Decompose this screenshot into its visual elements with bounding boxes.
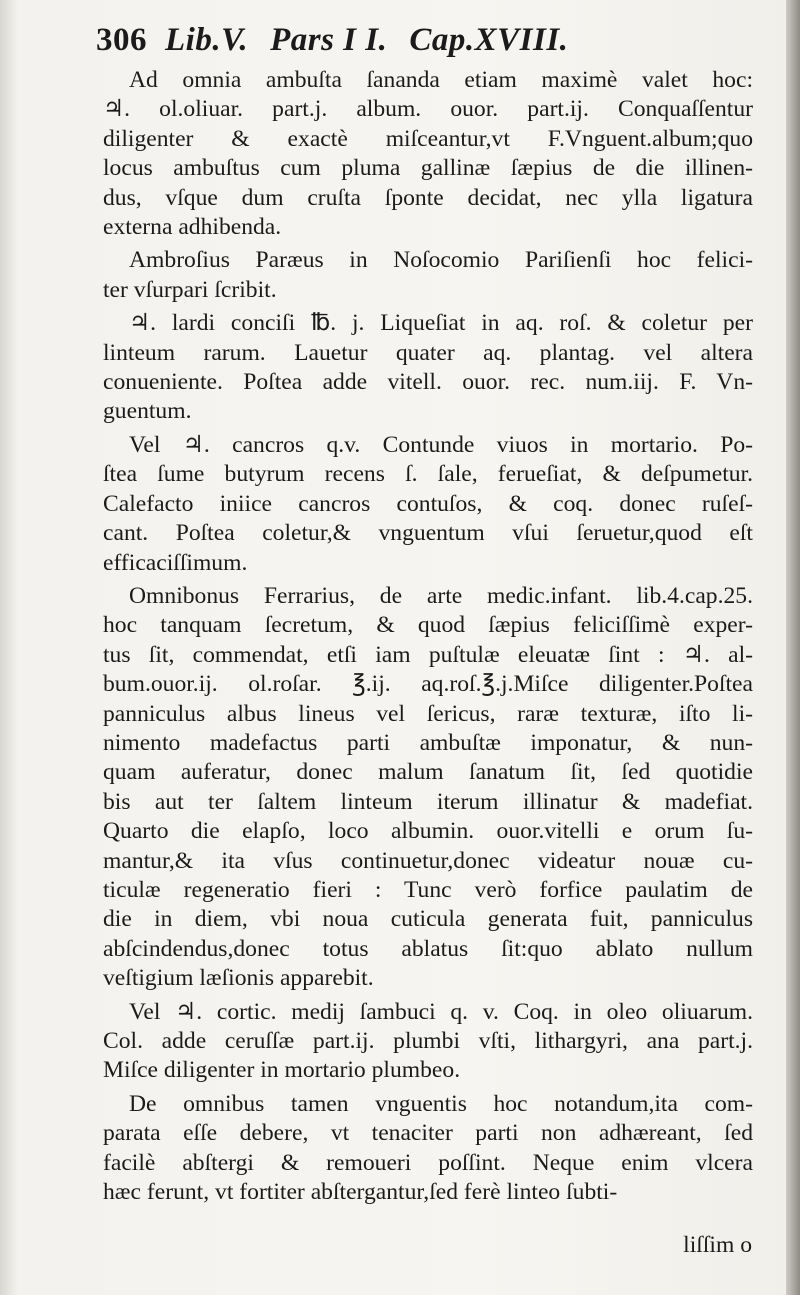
text-line: bum.ouor.ij. ol.roſar. ℥.ij. aq.roſ.℥.j.Miſce diligenter.Poſtea <box>103 671 753 698</box>
text-line: Omnibonus Ferrarius, de arte medic.infant. lib.4.cap.25. <box>129 582 753 609</box>
page-number: 306 <box>96 22 147 58</box>
text-line: Vel ♃. cancros q.v. Contunde viuos in mortario. Po- <box>129 431 753 458</box>
text-line: dus, vſque dum cruſta ſponte decidat, nec ylla ligatura <box>103 184 753 211</box>
text-line: locus ambuſtus cum pluma gallinæ ſæpius de die illinen- <box>103 155 753 182</box>
text-line: mantur,& ita vſus continuetur,donec videatur nouæ cu- <box>103 847 753 874</box>
paragraph-p7 <box>103 1090 753 1208</box>
running-head <box>96 22 590 59</box>
paragraph-p6 <box>103 998 753 1086</box>
text-line: ♃. lardi conciſi ℔. j. Liqueſiat in aq. roſ. & coletur per <box>129 310 753 337</box>
chapter-label: Cap.XVIII. <box>409 22 569 58</box>
text-line: facilè abſtergi & remoueri poſſint. Neque enim vlcera <box>103 1149 753 1176</box>
text-line: abſcindendus,donec totus ablatus ſit:quo ablato nullum <box>103 935 753 962</box>
paragraph-p4 <box>103 431 753 578</box>
text-line: conueniente. Poſtea adde vitell. ouor. rec. num.iij. F. Vn- <box>103 369 753 396</box>
page-body <box>103 66 753 1211</box>
text-line: parata eſſe debere, vt tenaciter parti non adhæreant, ſed <box>103 1120 753 1147</box>
paragraph-p3 <box>103 309 753 427</box>
text-line: linteum rarum. Lauetur quater aq. plantag. vel altera <box>103 339 753 366</box>
text-line: De omnibus tamen vnguentis hoc notandum,ita com- <box>129 1090 753 1117</box>
text-line: quam auferatur, donec malum ſanatum ſit, ſed quotidie <box>103 759 753 786</box>
text-line: Calefacto iniice cancros contuſos, & coq. donec ruſeſ- <box>103 490 753 517</box>
text-line: guentum. <box>103 398 192 425</box>
paragraph-p5 <box>103 582 753 994</box>
text-line: tus ſit, commendat, etſi iam puſtulæ eleuatæ ſint : ♃. al- <box>103 641 753 668</box>
text-line: efficaciſſimum. <box>103 549 248 576</box>
text-line: Quarto die elapſo, loco albumin. ouor.vitelli e orum ſu- <box>103 818 753 845</box>
paragraph-p2 <box>103 246 753 305</box>
text-line: bis aut ter ſaltem linteum iterum illinatur & madefiat. <box>103 788 753 815</box>
text-line: externa adhibenda. <box>103 214 282 241</box>
text-line: nimento madefactus parti ambuſtæ imponatur, & nun- <box>103 729 753 756</box>
text-line: ticulæ regeneratio fieri : Tunc verò forfice paulatim de <box>103 876 753 903</box>
paragraph-p1 <box>103 66 753 242</box>
text-line: veſtigium læſionis apparebit. <box>103 965 374 992</box>
text-line: ſtea ſume butyrum recens ſ. ſale, ferueſiat, & deſpumetur. <box>103 461 753 488</box>
catchword: liſſim o <box>683 1232 752 1258</box>
text-line: diligenter & exactè miſceantur,vt F.Vnguent.album;quo <box>103 125 753 152</box>
text-line: die in diem, vbi noua cuticula generata fuit, panniculus <box>103 906 753 933</box>
text-line: Ad omnia ambuſta ſananda etiam maximè valet hoc: <box>129 67 753 93</box>
text-line: panniculus albus lineus vel ſericus, raræ texturæ, iſto li- <box>103 700 753 727</box>
text-line: cant. Poſtea coletur,& vnguentum vſui ſeruetur,quod eſt <box>103 520 753 547</box>
text-line: ♃. ol.oliuar. part.j. album. ouor. part.ij. Conquaſſentur <box>103 96 753 123</box>
text-line: Miſce diligenter in mortario plumbeo. <box>103 1057 461 1084</box>
text-line: Col. adde ceruſſæ part.ij. plumbi vſti, lithargyri, ana part.j. <box>103 1028 753 1054</box>
text-line: Ambroſius Paræus in Noſocomio Pariſienſi hoc felici- <box>129 247 753 274</box>
text-line: ter vſurpari ſcribit. <box>103 276 277 303</box>
text-line: hoc tanquam ſecretum, & quod ſæpius feliciſſimè exper- <box>103 612 753 639</box>
text-line: Vel ♃. cortic. medij ſambuci q. v. Coq. in oleo oliuarum. <box>129 998 753 1025</box>
text-line: hæc ferunt, vt fortiter abſtergantur,ſed ferè linteo ſubti- <box>103 1179 618 1206</box>
book-label: Lib.V. <box>165 22 249 58</box>
part-label: Pars I I. <box>270 22 388 58</box>
page-spine-shadow <box>786 0 800 1295</box>
